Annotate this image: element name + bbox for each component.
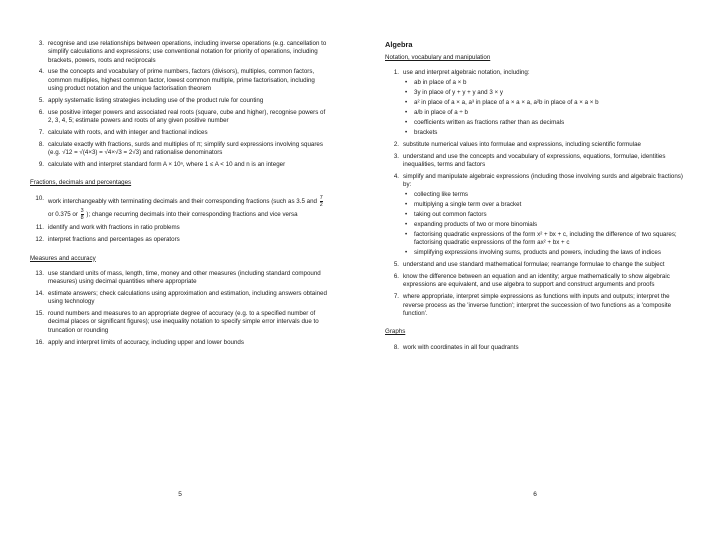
right-page (385, 40, 685, 498)
bullet-list (403, 191, 685, 258)
section-title-fractions: Fractions, decimals and percentages (30, 179, 132, 187)
bullet-list (403, 79, 685, 138)
bullet-item: • brackets (403, 129, 685, 137)
list-item: 16. apply and interpret limits of accuracy, including upper and lower bounds (35, 338, 244, 346)
fraction-three-eighths: $\frac{3}{8}$ (80, 207, 84, 221)
bullet-item: • a/b in place of a ÷ b (403, 109, 685, 117)
section-title-graphs: Graphs (385, 328, 406, 336)
bullet-item: • ab in place of a × b (403, 79, 685, 87)
list-item: 6. use positive integer powers and associated real roots (square, cube and higher), recognise powers of 2, 3, 4, 5; estimate powers and roots of any given positive number (38, 108, 326, 125)
bullet-item: • collecting like terms (403, 191, 685, 199)
page-number: 5 (178, 490, 182, 498)
number-items (30, 40, 330, 169)
list-item: 4. simplify and manipulate algebraic expressions (including those involving surds and algebraic fractions) by: • collecting like terms • multiplying a single term over a bracket • taking out common factors • expanding products of two or more binomials • factorising quadratic expressions of the form x² + bx + c, including the difference of two squares; factorising quadratic expressions of the form ax² + bx + c • simplifying expressions involving sums, products and powers, including the laws of indices (385, 173, 685, 258)
bullet-item: • taking out common factors (403, 211, 685, 219)
list-item: 5. understand and use standard mathematical formulae; rearrange formulae to change the subject (393, 261, 665, 269)
list-item: 4. use the concepts and vocabulary of prime numbers, factors (divisors), multiples, common factors, common multiples, highest common factor, lowest common multiple, prime factorisation, including using product notation and the unique factorisation theorem (38, 68, 315, 93)
list-item: 5. apply systematic listing strategies including use of the product rule for counting (38, 96, 264, 104)
list-item: 1. use and interpret algebraic notation, including: • ab in place of a × b • 3y in place of y + y + y and 3 × y • a² in place of a × a, a³ in place of a × a × a, a²b in place of a × a × b • a/b in place of a ÷ b • coefficients written as fractions rather than as decimals • brackets (385, 69, 685, 137)
list-item: 11. identify and work with fractions in ratio problems (35, 224, 180, 232)
list-item: 14. estimate answers; check calculations using approximation and estimation, including answers obtained using technology (35, 289, 327, 306)
bullet-item: • 3y in place of y + y + y and 3 × y (403, 89, 685, 97)
bullet-item: • multiplying a single term over a bracket (403, 201, 685, 209)
page-heading: Algebra (385, 40, 413, 49)
bullet-item: • expanding products of two or more binomials (403, 221, 685, 229)
list-item: 3. understand and use the concepts and vocabulary of expressions, equations, formulae, identities inequalities, terms and factors (393, 152, 666, 169)
left-page (30, 40, 330, 498)
list-item: 2. substitute numerical values into formulae and expressions, including scientific formulae (393, 140, 641, 148)
fraction-seven-halves: $\frac{7}{2}$ (319, 194, 323, 208)
section-title-notation: Notation, vocabulary and manipulation (385, 54, 491, 61)
bullet-item: • coefficients written as fractions rather than as decimals (403, 119, 685, 127)
section-title-measures: Measures and accuracy (30, 254, 96, 262)
list-item: 8. work with coordinates in all four quadrants (393, 343, 519, 351)
list-item: 3. recognise and use relationships between operations, including inverse operations (e.g. cancellation to simplify calculations and expressions; use conventional notation for priority of operations, including brackets, powers, roots and reciprocals (38, 40, 327, 64)
list-item: 6. know the difference between an equation and an identity; argue mathematically to show algebraic expressions are equivalent, and use algebra to support and construct arguments and proofs (393, 273, 670, 289)
list-item: 7. calculate with roots, and with integer and fractional indices (38, 129, 208, 137)
list-item: 7. where appropriate, interpret simple expressions as functions with inputs and outputs; interpret the reverse process as the 'inverse function'; interpret the succession of two functions as a 'composite function'. (393, 293, 672, 317)
list-item: 13. use standard units of mass, length, time, money and other measures (including standard compound measures) using decimal quantities where appropriate (35, 269, 321, 286)
bullet-item: • factorising quadratic expressions of the form x² + bx + c, including the difference of two squares; factorising quadratic expressions of the form ax² + bx + c (403, 231, 685, 248)
bullet-item: • a² in place of a × a, a³ in place of a × a × a, a²b in place of a × a × b (403, 99, 685, 107)
list-item: 9. calculate with and interpret standard form A × 10ⁿ, where 1 ≤ A < 10 and n is an integer (38, 161, 286, 169)
list-item: 12. interpret fractions and percentages as operators (35, 236, 180, 244)
list-item: 8. calculate exactly with fractions, surds and multiples of π; simplify surd expressions involving squares (e.g. √12 = √(4×3) = √4×√3 = 2√3) and rationalise denominators (38, 140, 323, 157)
list-item: 15. round numbers and measures to an appropriate degree of accuracy (e.g. to a specified number of decimal places or significant figures); use inequality notation to specify simple error intervals due to truncation or rounding (35, 310, 319, 334)
bullet-item: • simplifying expressions involving sums, products and powers, including the laws of indices (403, 249, 685, 257)
page-number: 6 (533, 490, 537, 498)
list-item: 10. work interchangeably with terminating decimals and their corresponding fractions (such as 3.5 and $\frac{7}{2}$ or 0.375 or $\frac{3}{8}$ ); change recurring decimals into their corresponding fractions and vice versa (35, 194, 323, 221)
